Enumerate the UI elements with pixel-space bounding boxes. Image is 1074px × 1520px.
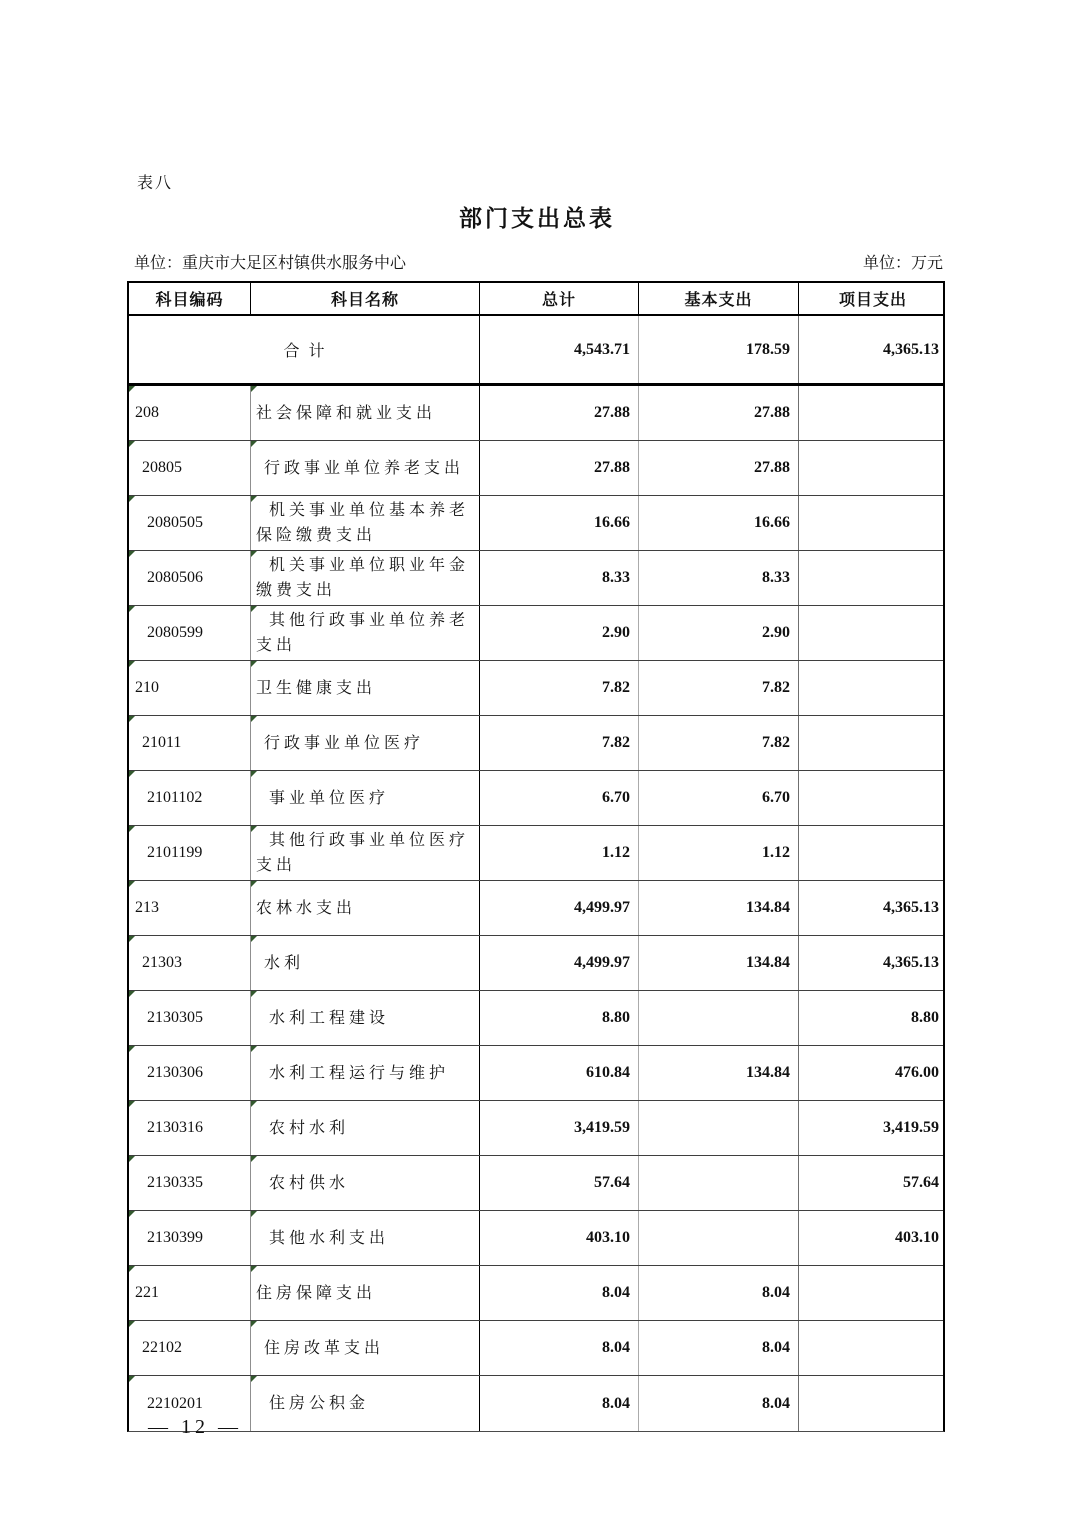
cell-basic-expenditure: 134.84 [639, 1046, 799, 1100]
cell-error-marker-icon [251, 1211, 257, 1217]
cell-total: 610.84 [480, 1046, 639, 1100]
table-row [129, 881, 943, 936]
cell-subject-name: 水利工程建设 [251, 991, 480, 1045]
cell-error-marker-icon [251, 1266, 257, 1272]
cell-error-marker-icon [129, 1376, 135, 1382]
cell-project-expenditure: 403.10 [895, 1229, 939, 1246]
cell-project-expenditure [799, 496, 947, 550]
cell-total: 27.88 [480, 386, 639, 440]
cell-error-marker-icon [129, 936, 135, 942]
table-row [129, 991, 943, 1046]
cell-error-marker-icon [251, 386, 257, 392]
cell-subject-code: 22102 [129, 1321, 251, 1375]
cell-error-marker-icon [251, 991, 257, 997]
table-row [129, 1101, 943, 1156]
cell-error-marker-icon [129, 496, 135, 502]
grand-total-label: 合计 [129, 316, 480, 383]
cell-total: 403.10 [480, 1211, 639, 1265]
cell-subject-code: 2130399 [129, 1211, 251, 1265]
cell-error-marker-icon [129, 551, 135, 557]
table-row [129, 496, 943, 551]
grand-total-row [129, 316, 943, 386]
table-row [129, 441, 943, 496]
header-basic-expenditure: 基本支出 [639, 283, 799, 314]
table-row [129, 661, 943, 716]
cell-error-marker-icon [129, 441, 135, 447]
table-row [129, 386, 943, 441]
cell-error-marker-icon [251, 441, 257, 447]
cell-subject-name: 住房公积金 [251, 1376, 480, 1431]
cell-error-marker-icon [129, 826, 135, 832]
cell-project-expenditure [799, 551, 947, 605]
table-body [129, 386, 943, 1431]
cell-subject-code: 2080599 [129, 606, 251, 660]
cell-subject-name: 住房保障支出 [251, 1266, 480, 1320]
page-number: — 12 — [148, 1416, 242, 1438]
grand-total-total: 4,543.71 [480, 316, 639, 383]
table-row [129, 1266, 943, 1321]
cell-project-expenditure [799, 1376, 947, 1431]
cell-subject-name: 社会保障和就业支出 [251, 386, 480, 440]
cell-subject-code: 21011 [129, 716, 251, 770]
cell-subject-code: 208 [129, 386, 251, 440]
cell-total: 8.04 [480, 1321, 639, 1375]
cell-total: 8.33 [480, 551, 639, 605]
cell-basic-expenditure [639, 1156, 799, 1210]
cell-error-marker-icon [251, 1101, 257, 1107]
unit-line [127, 250, 945, 273]
cell-project-expenditure: 3,419.59 [883, 1119, 939, 1136]
unit-name: 单位：重庆市大足区村镇供水服务中心 [134, 255, 407, 272]
cell-error-marker-icon [129, 386, 135, 392]
cell-subject-name: 农村水利 [251, 1101, 480, 1155]
cell-subject-name: 住房改革支出 [251, 1321, 480, 1375]
cell-subject-code: 2210201 [129, 1376, 251, 1431]
cell-basic-expenditure: 1.12 [639, 826, 799, 880]
cell-error-marker-icon [251, 716, 257, 722]
cell-total: 8.80 [480, 991, 639, 1045]
table-row [129, 936, 943, 991]
cell-subject-name: 水利 [251, 936, 480, 990]
cell-error-marker-icon [251, 1376, 257, 1382]
cell-basic-expenditure: 6.70 [639, 771, 799, 825]
cell-subject-name: 行政事业单位养老支出 [251, 441, 480, 495]
cell-subject-code: 2130335 [129, 1156, 251, 1210]
cell-project-expenditure [799, 771, 947, 825]
cell-total: 16.66 [480, 496, 639, 550]
cell-subject-code: 2080505 [129, 496, 251, 550]
cell-basic-expenditure: 8.04 [639, 1321, 799, 1375]
table-row [129, 1156, 943, 1211]
cell-error-marker-icon [129, 661, 135, 667]
table-row [129, 551, 943, 606]
table-label: 表八 [137, 175, 174, 192]
cell-error-marker-icon [251, 1321, 257, 1327]
cell-subject-name: 其他行政事业单位养老支出 [251, 606, 480, 660]
cell-subject-name: 卫生健康支出 [251, 661, 480, 715]
table-row [129, 716, 943, 771]
header-subject-name: 科目名称 [251, 283, 480, 314]
cell-project-expenditure: 4,365.13 [883, 954, 939, 971]
cell-error-marker-icon [251, 661, 257, 667]
cell-project-expenditure [799, 386, 947, 440]
table-row [129, 826, 943, 881]
table-row [129, 606, 943, 661]
cell-basic-expenditure [639, 1211, 799, 1265]
cell-error-marker-icon [129, 1211, 135, 1217]
cell-error-marker-icon [129, 881, 135, 887]
unit-currency: 单位：万元 [862, 255, 943, 272]
cell-project-expenditure [799, 1266, 947, 1320]
grand-total-basic: 178.59 [639, 316, 799, 383]
cell-subject-code: 2130305 [129, 991, 251, 1045]
cell-subject-name: 农林水支出 [251, 881, 480, 935]
cell-project-expenditure [799, 441, 947, 495]
cell-error-marker-icon [129, 991, 135, 997]
cell-basic-expenditure: 27.88 [639, 441, 799, 495]
cell-total: 7.82 [480, 716, 639, 770]
cell-error-marker-icon [251, 496, 257, 502]
cell-subject-code: 2130316 [129, 1101, 251, 1155]
cell-basic-expenditure: 8.33 [639, 551, 799, 605]
cell-error-marker-icon [251, 606, 257, 612]
cell-total: 2.90 [480, 606, 639, 660]
cell-basic-expenditure: 134.84 [639, 936, 799, 990]
cell-basic-expenditure: 2.90 [639, 606, 799, 660]
cell-error-marker-icon [129, 606, 135, 612]
cell-error-marker-icon [251, 936, 257, 942]
cell-error-marker-icon [129, 1046, 135, 1052]
cell-basic-expenditure: 27.88 [639, 386, 799, 440]
cell-subject-name: 农村供水 [251, 1156, 480, 1210]
expenditure-table [127, 281, 945, 1432]
cell-basic-expenditure: 7.82 [639, 661, 799, 715]
cell-total: 3,419.59 [480, 1101, 639, 1155]
cell-subject-name: 机关事业单位基本养老保险缴费支出 [251, 496, 480, 550]
cell-error-marker-icon [251, 881, 257, 887]
cell-project-expenditure [799, 606, 947, 660]
cell-total: 8.04 [480, 1376, 639, 1431]
cell-error-marker-icon [129, 771, 135, 777]
cell-total: 4,499.97 [480, 881, 639, 935]
table-row [129, 1321, 943, 1376]
grand-total-project: 4,365.13 [883, 340, 939, 358]
cell-error-marker-icon [251, 551, 257, 557]
cell-basic-expenditure: 8.04 [639, 1266, 799, 1320]
table-header-row [129, 283, 943, 316]
cell-project-expenditure: 8.80 [911, 1009, 939, 1026]
cell-project-expenditure [799, 826, 947, 880]
cell-subject-code: 2101102 [129, 771, 251, 825]
cell-subject-name: 行政事业单位医疗 [251, 716, 480, 770]
table-row [129, 771, 943, 826]
cell-subject-code: 210 [129, 661, 251, 715]
cell-subject-code: 213 [129, 881, 251, 935]
cell-project-expenditure [799, 661, 947, 715]
cell-total: 6.70 [480, 771, 639, 825]
cell-total: 8.04 [480, 1266, 639, 1320]
cell-project-expenditure [799, 716, 947, 770]
cell-subject-name: 其他水利支出 [251, 1211, 480, 1265]
cell-basic-expenditure [639, 991, 799, 1045]
cell-subject-code: 2101199 [129, 826, 251, 880]
cell-subject-code: 21303 [129, 936, 251, 990]
cell-error-marker-icon [251, 771, 257, 777]
cell-subject-name: 机关事业单位职业年金缴费支出 [251, 551, 480, 605]
cell-error-marker-icon [129, 1266, 135, 1272]
cell-error-marker-icon [129, 1321, 135, 1327]
cell-total: 1.12 [480, 826, 639, 880]
cell-subject-code: 2130306 [129, 1046, 251, 1100]
table-row [129, 1046, 943, 1101]
cell-total: 7.82 [480, 661, 639, 715]
table-row [129, 1211, 943, 1266]
table-row [129, 1376, 943, 1431]
cell-error-marker-icon [129, 1156, 135, 1162]
cell-project-expenditure: 4,365.13 [883, 899, 939, 916]
cell-basic-expenditure: 134.84 [639, 881, 799, 935]
header-total: 总计 [480, 283, 639, 314]
cell-basic-expenditure: 8.04 [639, 1376, 799, 1431]
cell-basic-expenditure: 7.82 [639, 716, 799, 770]
cell-basic-expenditure [639, 1101, 799, 1155]
cell-error-marker-icon [129, 716, 135, 722]
cell-project-expenditure [799, 1321, 947, 1375]
cell-subject-name: 水利工程运行与维护 [251, 1046, 480, 1100]
cell-total: 4,499.97 [480, 936, 639, 990]
cell-total: 57.64 [480, 1156, 639, 1210]
cell-error-marker-icon [129, 1101, 135, 1107]
cell-subject-code: 2080506 [129, 551, 251, 605]
cell-subject-name: 其他行政事业单位医疗支出 [251, 826, 480, 880]
page-title: 部门支出总表 [459, 206, 615, 231]
header-subject-code: 科目编码 [129, 283, 251, 314]
cell-project-expenditure: 57.64 [903, 1174, 939, 1191]
cell-subject-code: 221 [129, 1266, 251, 1320]
cell-project-expenditure: 476.00 [895, 1064, 939, 1081]
cell-total: 27.88 [480, 441, 639, 495]
cell-subject-name: 事业单位医疗 [251, 771, 480, 825]
cell-subject-code: 20805 [129, 441, 251, 495]
cell-error-marker-icon [251, 826, 257, 832]
header-project-expenditure: 项目支出 [838, 292, 907, 309]
cell-error-marker-icon [251, 1046, 257, 1052]
cell-basic-expenditure: 16.66 [639, 496, 799, 550]
cell-error-marker-icon [251, 1156, 257, 1162]
